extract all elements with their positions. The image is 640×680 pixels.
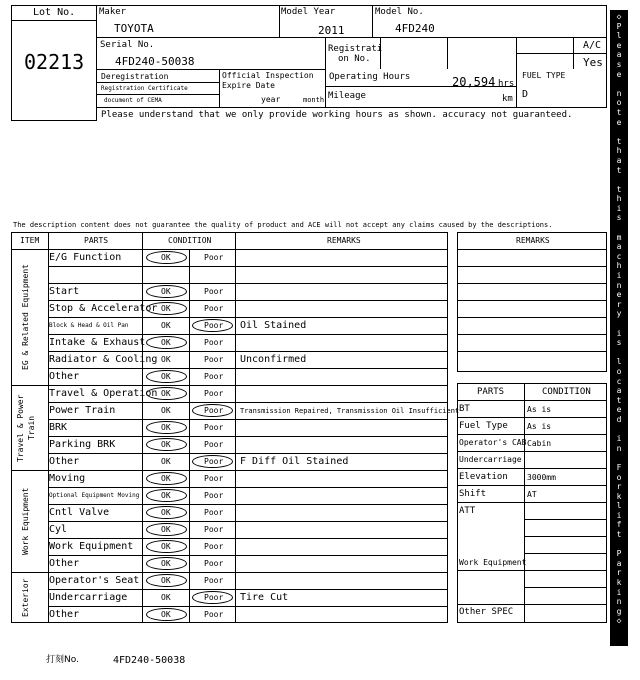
part-label: Stop & Accelerator [49, 303, 158, 314]
lot-no-label: Lot No. [33, 7, 76, 18]
header-remarks: REMARKS [327, 236, 361, 245]
condition-poor: Poor [204, 508, 224, 517]
ok-circle-mark [146, 438, 187, 451]
ok-circle-mark [146, 608, 187, 621]
condition-poor: Poor [204, 253, 224, 262]
registration-label-1: Registrati [328, 44, 383, 54]
spec-parts-header: PARTS [477, 387, 505, 397]
ok-circle-mark [146, 285, 187, 298]
mileage-label: Mileage [328, 91, 366, 101]
part-label: Other [49, 609, 80, 620]
spec-part-label: Undercarriage [459, 455, 522, 464]
hrs-label: hrs [498, 79, 515, 89]
condition-poor: Poor [204, 593, 224, 602]
condition-ok: OK [161, 372, 171, 381]
condition-ok: OK [161, 491, 171, 500]
condition-poor: Poor [204, 338, 224, 347]
spec-value: Cabin [527, 439, 552, 448]
spec-part-label: Fuel Type [459, 421, 508, 431]
ac-value: Yes [583, 56, 603, 69]
spec-other-spec-label: Other SPEC [459, 607, 514, 617]
poor-circle-mark [192, 404, 233, 417]
condition-poor: Poor [204, 355, 224, 364]
lot-no-value: 02213 [24, 50, 85, 74]
model-no-label: Model No. [375, 7, 424, 17]
condition-ok: OK [161, 508, 171, 517]
poor-circle-mark [192, 591, 233, 604]
part-label: Travel & Operation [49, 388, 158, 399]
condition-poor: Poor [204, 321, 224, 330]
registration-label-2: on No. [338, 54, 371, 64]
spec-work-equipment-label: Work Equipment [459, 558, 527, 567]
ok-circle-mark [146, 370, 187, 383]
condition-ok: OK [161, 287, 171, 296]
part-label: Power Train [49, 405, 116, 416]
condition-ok: OK [161, 423, 171, 432]
ok-circle-mark [146, 421, 187, 434]
condition-poor: Poor [204, 491, 224, 500]
group-travel-power-1: Travel & Power [16, 394, 25, 462]
condition-poor: Poor [204, 542, 224, 551]
part-label: Operator's Seat [49, 575, 140, 586]
serial-no-value: 4FD240-50038 [115, 55, 195, 68]
condition-poor: Poor [204, 423, 224, 432]
remark-text: Oil Stained [240, 320, 307, 331]
part-label: Other [49, 456, 80, 467]
part-label: Moving [49, 473, 86, 484]
model-year-value: 2011 [318, 24, 345, 37]
condition-poor: Poor [204, 389, 224, 398]
spec-value: AT [527, 490, 537, 499]
right-remarks-header: REMARKS [516, 236, 550, 245]
part-label: Radiator & Cooling [49, 354, 158, 365]
poor-circle-mark [192, 319, 233, 332]
condition-ok: OK [161, 338, 171, 347]
part-label: BRK [49, 422, 68, 433]
part-label: E/G Function [49, 252, 122, 263]
condition-poor: Poor [204, 559, 224, 568]
spec-value: As is [527, 422, 552, 431]
remark-text: Tire Cut [240, 592, 289, 603]
document-of-cema-label: document of CEMA [104, 97, 162, 104]
part-label: Start [49, 286, 80, 297]
ok-circle-mark [146, 336, 187, 349]
part-label: Other [49, 371, 80, 382]
group-work-equipment: Work Equipment [21, 487, 30, 555]
part-label: Other [49, 558, 80, 569]
model-year-label: Model Year [281, 7, 336, 17]
condition-ok: OK [161, 440, 171, 449]
ok-circle-mark [146, 489, 187, 502]
maker-label: Maker [99, 7, 127, 17]
operating-hours-label: Operating Hours [329, 72, 411, 82]
spec-part-label: BT [459, 404, 470, 414]
accuracy-notice: Please understand that we only provide working hours as shown. accuracy not guaranteed. [101, 110, 573, 120]
spec-value: 3000mm [527, 473, 556, 482]
remark-text: Unconfirmed [240, 354, 307, 365]
part-label: Cntl Valve [49, 507, 110, 518]
condition-poor: Poor [204, 576, 224, 585]
group-travel-power-2: Train [27, 415, 36, 441]
condition-ok: OK [161, 576, 171, 585]
ok-circle-mark [146, 540, 187, 553]
registration-certificate-label: Registration Certificate [101, 85, 188, 92]
condition-ok: OK [161, 525, 171, 534]
remark-text: Transmission Repaired, Transmission Oil Insufficient [240, 407, 460, 415]
header-condition: CONDITION [168, 236, 212, 245]
condition-ok: OK [161, 457, 171, 466]
km-label: km [502, 94, 513, 104]
fuel-type-value: D [522, 89, 529, 100]
part-label: Block & Head & Oil Pan [49, 322, 129, 329]
year-label: year [261, 95, 281, 104]
group-eg-related: EG & Related Equipment [21, 264, 30, 371]
ok-circle-mark [146, 472, 187, 485]
condition-poor: Poor [204, 474, 224, 483]
deregistration-label: Deregistration [101, 72, 169, 81]
condition-ok: OK [161, 559, 171, 568]
condition-poor: Poor [204, 304, 224, 313]
condition-ok: OK [161, 304, 171, 313]
condition-poor: Poor [204, 525, 224, 534]
official-inspection-label-1: Official Inspection [222, 71, 314, 80]
part-label: Cyl [49, 524, 68, 535]
spec-value: As is [527, 405, 552, 414]
ok-circle-mark [146, 251, 187, 264]
stamp-label: 打刻No. [46, 655, 79, 665]
serial-no-label: Serial No. [100, 40, 155, 50]
condition-poor: Poor [204, 457, 224, 466]
condition-poor: Poor [204, 372, 224, 381]
spec-part-label: Shift [459, 489, 487, 499]
header-parts: PARTS [84, 236, 109, 245]
condition-ok: OK [161, 389, 171, 398]
official-inspection-label-2: Expire Date [222, 81, 275, 90]
condition-poor: Poor [204, 287, 224, 296]
condition-ok: OK [161, 593, 171, 602]
condition-ok: OK [161, 474, 171, 483]
operating-hours-value: 20,594 [452, 75, 496, 89]
ok-circle-mark [146, 302, 187, 315]
spec-part-label: Elevation [459, 472, 508, 482]
condition-ok: OK [161, 406, 171, 415]
condition-poor: Poor [204, 406, 224, 415]
group-exterior: Exterior [21, 578, 30, 617]
spec-condition-header: CONDITION [542, 387, 591, 397]
remark-text: F Diff Oil Stained [240, 456, 349, 467]
disclaimer: The description content does not guarantee the quality of product and ACE will not accept any claims caused by the descriptions. [13, 221, 553, 229]
ok-circle-mark [146, 574, 187, 587]
condition-ok: OK [161, 610, 171, 619]
ok-circle-mark [146, 387, 187, 400]
part-label: Intake & Exhaust [49, 337, 146, 348]
fuel-type-label: FUEL TYPE [522, 71, 566, 80]
ok-circle-mark [146, 557, 187, 570]
sidebar-note-text: ◇ P l e a s e n o t e t h a t t h i s m a c h i n e r y i s l o c a t e d i n F o r k l i f t P a r k i n g ◇ [616, 12, 622, 626]
part-label: Undercarriage [49, 592, 128, 603]
part-label: Optional Equipment Moving [49, 492, 140, 499]
condition-poor: Poor [204, 440, 224, 449]
ok-circle-mark [146, 523, 187, 536]
spec-part-label: ATT [459, 506, 476, 516]
month-label: month [303, 96, 325, 104]
spec-part-label: Operator's CAB [459, 438, 527, 447]
condition-ok: OK [161, 355, 171, 364]
stamp-value: 4FD240-50038 [113, 655, 186, 666]
condition-ok: OK [161, 321, 171, 330]
sidebar-note [610, 10, 628, 646]
condition-ok: OK [161, 253, 171, 262]
poor-circle-mark [192, 455, 233, 468]
part-label: Parking BRK [49, 439, 116, 450]
ac-label: A/C [583, 40, 602, 51]
maker-value: TOYOTA [114, 22, 154, 35]
model-no-value: 4FD240 [395, 22, 435, 35]
part-label: Work Equipment [49, 541, 134, 552]
condition-poor: Poor [204, 610, 224, 619]
header-item: ITEM [20, 236, 40, 245]
condition-ok: OK [161, 542, 171, 551]
ok-circle-mark [146, 506, 187, 519]
